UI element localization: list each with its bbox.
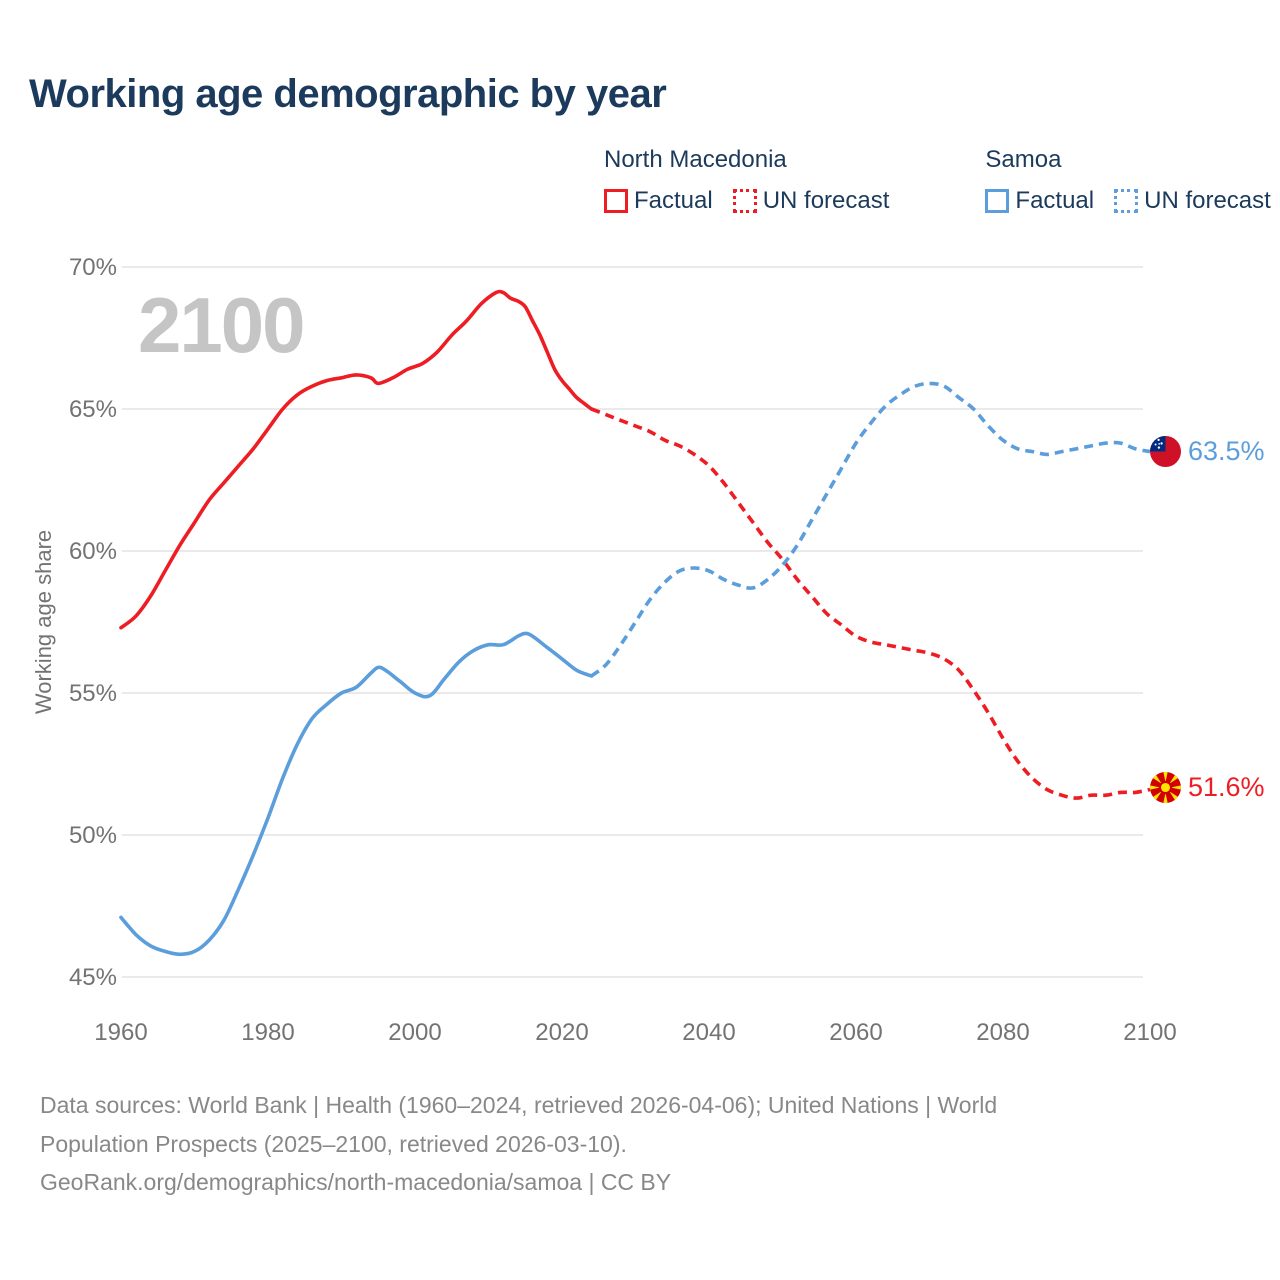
north-macedonia-end-label xyxy=(1150,772,1265,803)
y-tick-label: 55% xyxy=(68,680,117,707)
samoa-factual-swatch-icon xyxy=(985,189,1009,213)
source-line-1: Data sources: World Bank | Health (1960–2024, retrieved 2026-04-06); United Nations | World xyxy=(40,1092,998,1118)
x-tick-label: 2040 xyxy=(682,1019,736,1046)
legend-group-samoa xyxy=(985,146,1270,215)
legend-item-samoa-forecast xyxy=(1114,187,1271,215)
legend-item-label: UN forecast xyxy=(762,187,890,214)
y-tick-label: 70% xyxy=(68,254,117,281)
series-line-samoa-factual xyxy=(121,633,591,954)
source-line-3: GeoRank.org/demographics/north-macedonia/samoa | CC BY xyxy=(40,1169,672,1195)
north-macedonia-flag-icon xyxy=(1150,772,1181,803)
x-tick-label: 2100 xyxy=(1123,1019,1177,1046)
samoa-end-label xyxy=(1150,436,1265,467)
source-line-2: Population Prospects (2025–2100, retrieved 2026-03-10). xyxy=(40,1130,627,1157)
nm-factual-swatch-icon xyxy=(604,189,628,213)
legend-group-north-macedonia xyxy=(604,146,889,215)
legend-item-samoa-factual xyxy=(985,187,1094,215)
legend-group-title: North Macedonia xyxy=(604,146,787,173)
legend-item-nm-factual xyxy=(604,187,713,215)
x-tick-label: 2060 xyxy=(829,1019,883,1046)
legend-item-label: UN forecast xyxy=(1144,187,1271,214)
north-macedonia-end-value: 51.6% xyxy=(1188,772,1265,802)
legend xyxy=(604,146,1271,215)
nm-forecast-swatch-icon xyxy=(733,189,757,213)
y-tick-label: 60% xyxy=(68,538,117,565)
watermark-year: 2100 xyxy=(138,281,304,369)
footer xyxy=(40,1086,1180,1202)
x-tick-label: 2020 xyxy=(535,1019,589,1046)
chart-title: Working age demographic by year xyxy=(29,72,667,116)
samoa-flag-icon xyxy=(1150,436,1181,467)
legend-item-label: Factual xyxy=(1015,187,1095,214)
x-tick-label: 1980 xyxy=(241,1019,295,1046)
x-tick-label: 2080 xyxy=(976,1019,1030,1046)
y-axis-title: Working age share xyxy=(31,529,56,715)
y-tick-label: 50% xyxy=(68,822,117,849)
x-tick-label: 2000 xyxy=(388,1019,442,1046)
y-tick-label: 45% xyxy=(68,964,117,991)
samoa-end-value: 63.5% xyxy=(1188,436,1265,466)
legend-item-nm-forecast xyxy=(733,187,890,215)
series-line-samoa-un-forecast xyxy=(591,383,1150,676)
y-tick-label: 65% xyxy=(68,396,117,423)
x-tick-label: 1960 xyxy=(94,1019,148,1046)
series-line-north-macedonia-un-forecast xyxy=(591,409,1150,798)
legend-group-title: Samoa xyxy=(985,146,1062,173)
samoa-forecast-swatch-icon xyxy=(1114,189,1138,213)
legend-item-label: Factual xyxy=(634,187,713,214)
